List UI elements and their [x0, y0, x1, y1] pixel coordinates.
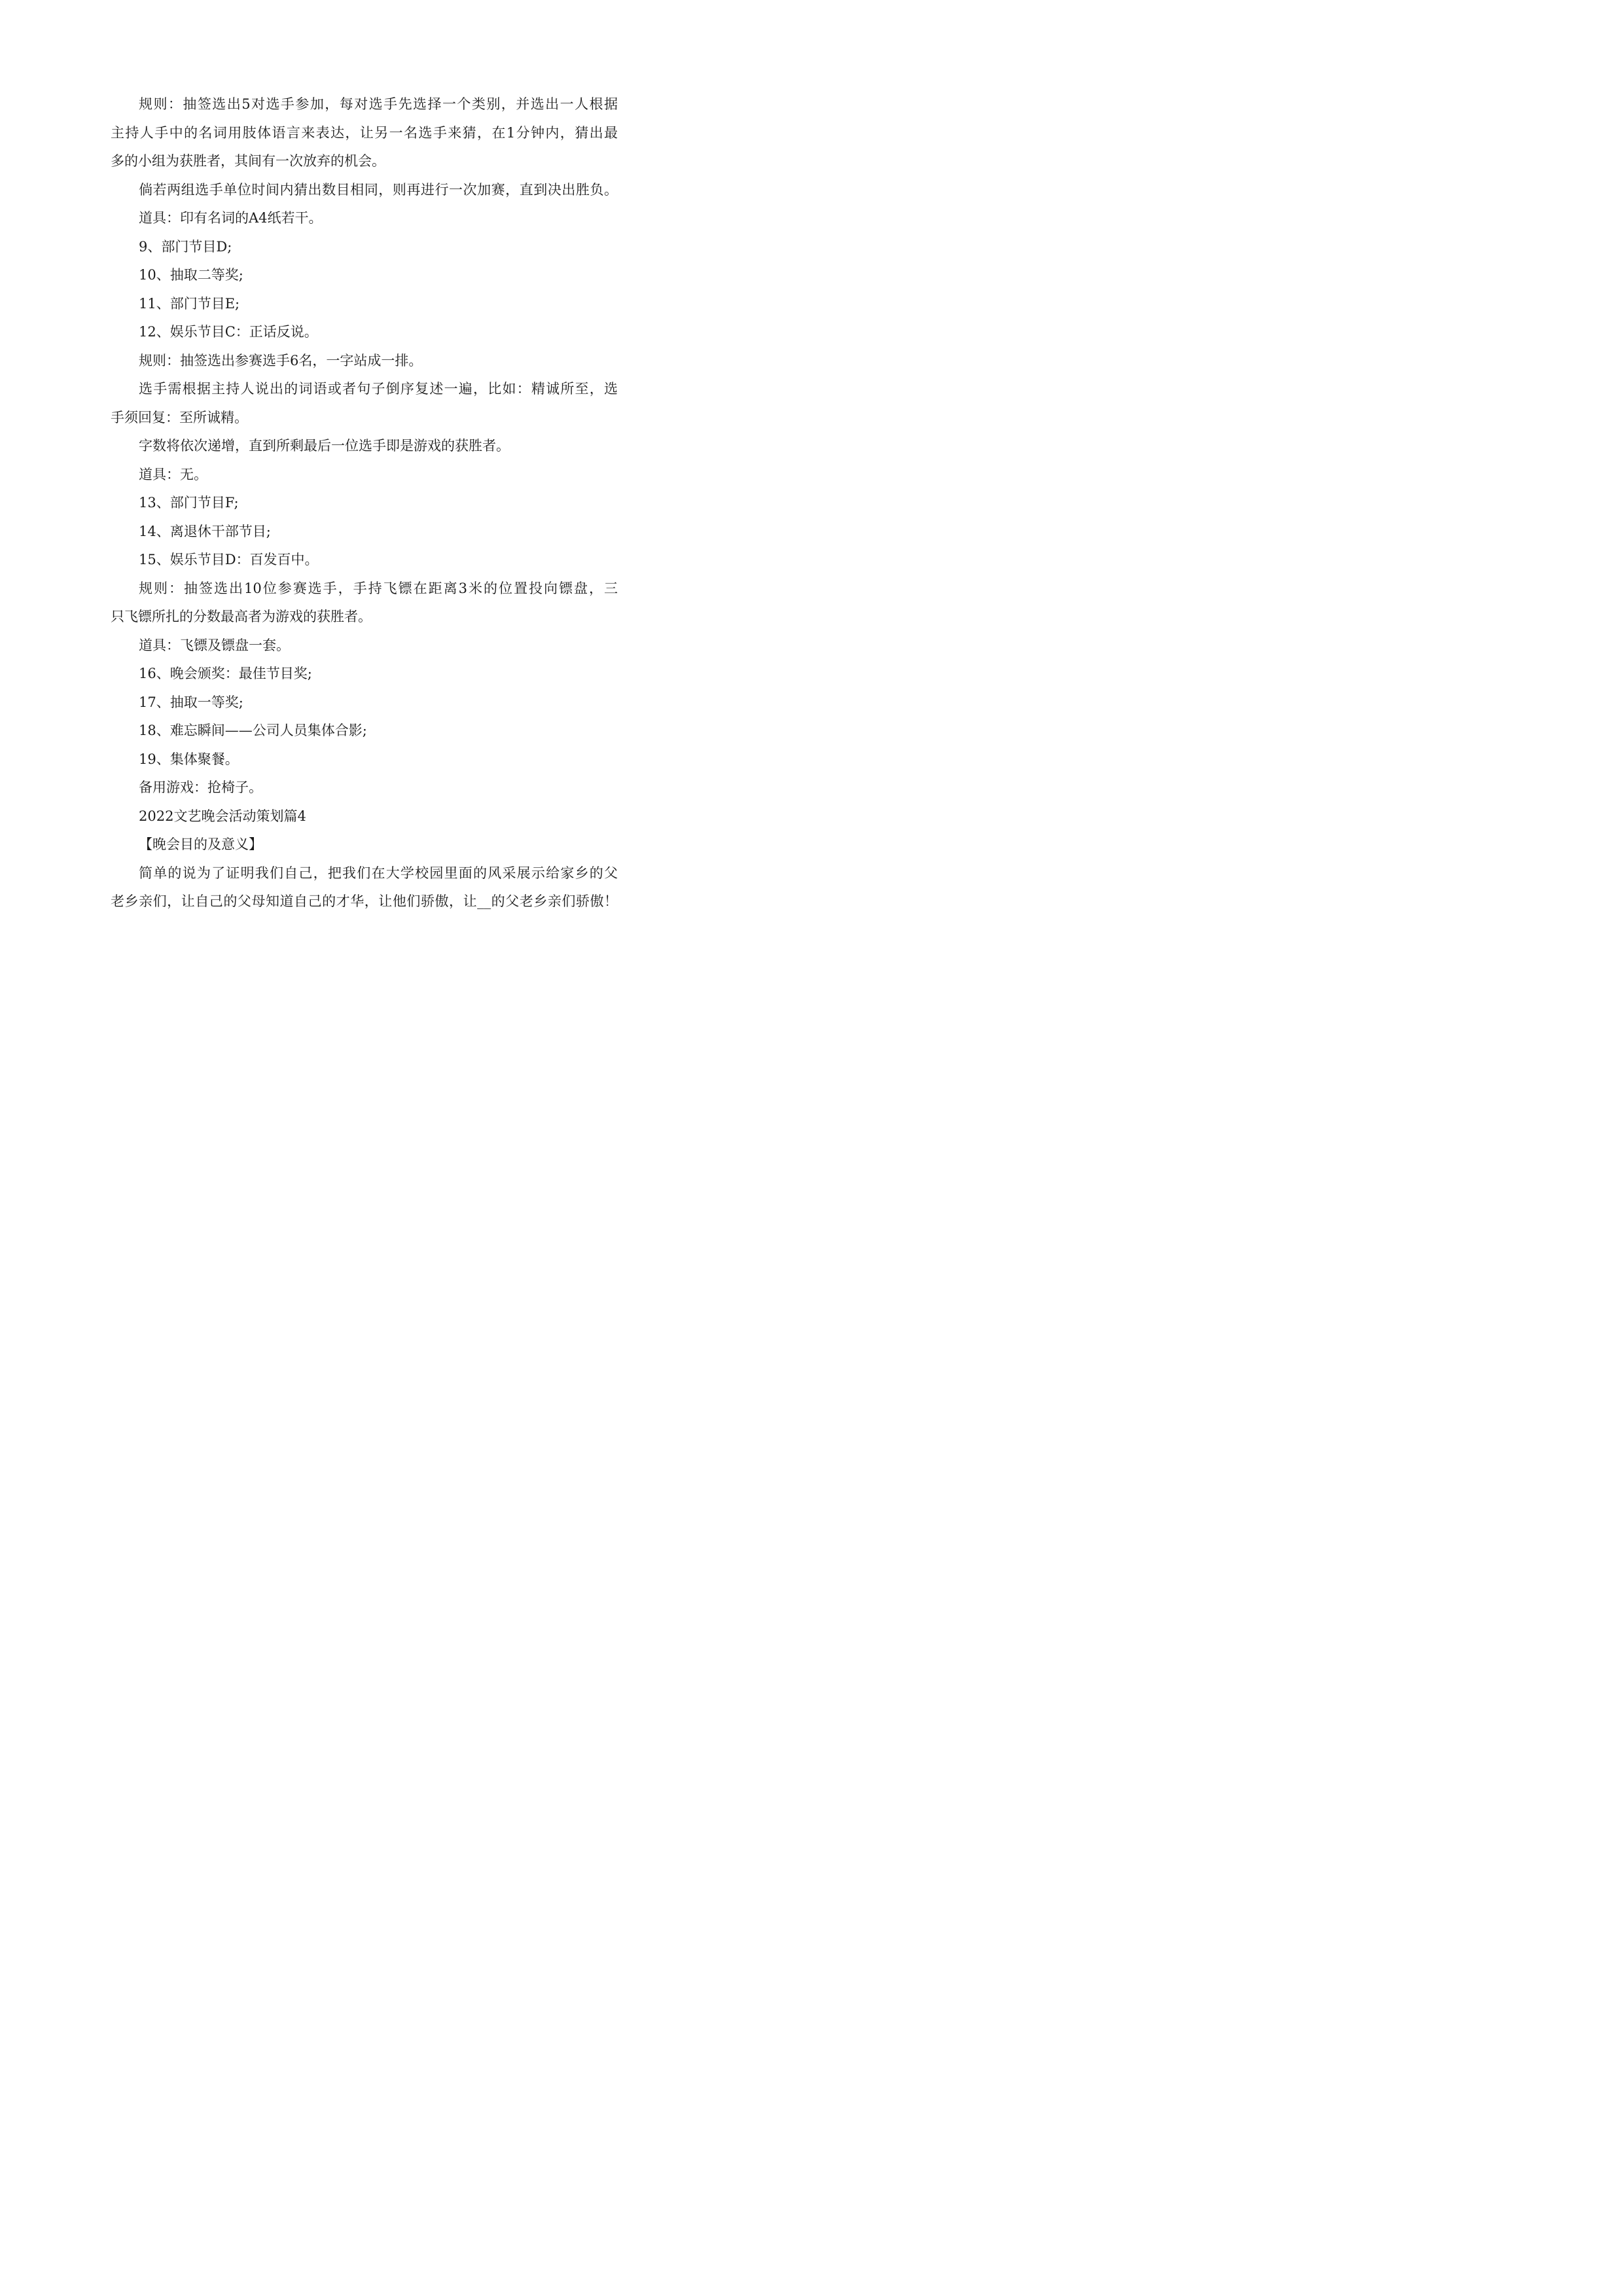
paragraph-line-2: 主持人手中的名词用肢体语言来表达，让另一名选手来猜，在1分钟内，猜出最	[111, 124, 618, 141]
paragraph-line-19: 只飞镖所扎的分数最高者为游戏的获胜者。	[111, 609, 372, 624]
paragraph-line-14: 道具：无。	[139, 466, 207, 482]
paragraph-line-18: 规则：抽签选出10位参赛选手，手持飞镖在距离3米的位置投向镖盘，三	[139, 580, 618, 596]
document-body	[111, 90, 618, 916]
paragraph-line-12: 手须回复：至所诚精。	[111, 409, 248, 425]
list-item-12: 12、娱乐节目C：正话反说。	[139, 324, 318, 340]
paragraph-line-4: 倘若两组选手单位时间内猜出数目相同，则再进行一次加赛，直到决出胜负。	[139, 181, 618, 198]
paragraph-line-10: 规则：抽签选出参赛选手6名，一字站成一排。	[139, 352, 423, 368]
list-item-10: 10、抽取二等奖;	[139, 267, 243, 283]
list-item-11: 11、部门节目E;	[139, 295, 240, 312]
list-item-13: 13、部门节目F;	[139, 495, 239, 511]
paragraph-line-5: 道具：印有名词的A4纸若干。	[139, 210, 323, 226]
list-item-9: 9、部门节目D;	[139, 238, 232, 255]
list-item-19: 19、集体聚餐。	[139, 751, 239, 767]
paragraph-line-1: 规则：抽签选出5对选手参加，每对选手先选择一个类别，并选出一人根据	[139, 96, 618, 112]
section-subheading: 【晚会目的及意义】	[139, 836, 262, 852]
list-item-18: 18、难忘瞬间——公司人员集体合影;	[139, 723, 367, 738]
document-page	[0, 0, 726, 1026]
paragraph-line-11: 选手需根据主持人说出的词语或者句子倒序复述一遍，比如：精诚所至，选	[139, 381, 618, 397]
paragraph-line-28: 简单的说为了证明我们自己，把我们在大学校园里面的风采展示给家乡的父	[139, 865, 618, 881]
list-item-17: 17、抽取一等奖;	[139, 694, 243, 710]
paragraph-line-29: 老乡亲们，让自己的父母知道自己的才华，让他们骄傲，让__的父老乡亲们骄傲！	[111, 893, 618, 909]
paragraph-line-25: 备用游戏：抢椅子。	[139, 780, 262, 795]
list-item-14: 14、离退休干部节目;	[139, 523, 271, 539]
paragraph-line-3: 多的小组为获胜者，其间有一次放弃的机会。	[111, 153, 385, 169]
section-title: 2022文艺晚会活动策划篇4	[139, 808, 306, 824]
list-item-16: 16、晚会颁奖：最佳节目奖;	[139, 666, 312, 681]
paragraph-line-13: 字数将依次递增，直到所剩最后一位选手即是游戏的获胜者。	[139, 438, 510, 454]
paragraph-line-20: 道具：飞镖及镖盘一套。	[139, 637, 290, 653]
list-item-15: 15、娱乐节目D：百发百中。	[139, 552, 319, 567]
